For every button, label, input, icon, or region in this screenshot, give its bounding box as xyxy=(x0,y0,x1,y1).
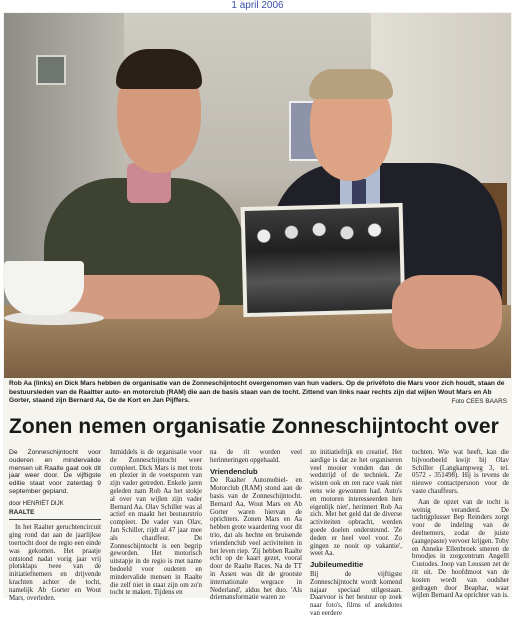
column-3 xyxy=(210,449,302,602)
column-1 xyxy=(9,449,101,602)
column-4-body: Bij de vijftigste Zonneschijntocht wordt komend najaar speciaal stilgestaan. Daarvoor is het bestuur op zoek naar foto's, films of anekdotes van eerdere xyxy=(310,570,402,617)
publication-date: 1 april 2006 xyxy=(231,0,284,11)
column-4 xyxy=(310,449,402,618)
newspaper-clipping xyxy=(3,12,512,617)
column-2 xyxy=(110,449,202,597)
photo-caption xyxy=(9,380,507,406)
man-left-hair xyxy=(116,49,202,89)
subhead-jubileumeditie: Jubileumeditie xyxy=(310,560,364,570)
article-headline: Zonen nemen organisatie Zonneschijntocht over xyxy=(9,415,499,438)
column-3-body: De Raalter Automobiel- en Motorclub (RAM) stond aan de basis van de Zonneschijntocht. Bernard Aa, Wout Mars en Ab Gorter waren hiervan de oprichters. Zonen Mars en Aa hebben grote waardering voor dit trio, dat als hechte en bruisende vriendenclub veel activiteiten in het leven riep. 'Zij hebben Raalte echt op de kaart gezet, vooral door de Raalte Races. Na de TT in Assen was dit de grootste internationale wegrace in Nederland', aldus het duo. 'Als driemansformatie waren ze xyxy=(210,477,302,602)
man-right-hair xyxy=(309,69,393,99)
photo-window xyxy=(36,55,66,85)
article-intro: De Zonneschijntocht voor ouderen en mindervalide mensen uit Raalte gaat ook dit jaar weer door. De vijftigste editie staat voor zaterdag 9 september gepland. xyxy=(9,449,101,495)
column-3-top: na de rit worden veel herinneringen opgehaald. xyxy=(210,449,302,464)
held-old-photo xyxy=(241,203,406,317)
column-2-body: Inmiddels is de organisatie voor de Zonneschijntocht weer compleet. Dick Mars is met trots en plezier in de voetsporen van zijn vader getreden. Enkele jaren geleden nam Rob Aa het stokje al over van wijlen zijn vader Bernard Aa. Olav Schiller was al actief en maakt het bestuurstrio compleet. De vader van Olav, Jan Schiller, rijdt al 47 jaar mee als chauffeur. De Zonneschijntocht is een begrip geworden. Het motorisch uitstapje in de regio is met name bedoeld voor ouderen en mindervalide mensen in Raalte die zelf niet in staat zijn om zo'n tocht te maken. Tijdens en xyxy=(110,449,202,597)
caption-text: Rob Aa (links) en Dick Mars hebben de organisatie van de Zonneschijntocht overgenomen van hun vaders. Op de privéfoto die Mars voor zich houdt, staan de bestuursleden van de Raaltter auto- en motorclub (RAM) die aan de basis staan van de tocht. Zittend van links naar rechts zijn dat wijlen Wout Mars en Ab Gorter, staand zijn Bernard Aa, Ge de Kort en Jan Pijffers. xyxy=(9,380,505,405)
article-photo xyxy=(4,13,511,378)
old-group-photo xyxy=(245,207,402,313)
byline: door HENRIËT DIJK xyxy=(9,500,64,507)
column-5-top: tochten. Wie wat heeft, kan die bijvoorbeeld kwijt bij Olav Schiller (Langkampweg 3, tel. 0572 - 351498). Hij is tevens de nieuwe contactpersoon voor de vaste chauffeurs. xyxy=(412,449,509,495)
dateline: RAALTE xyxy=(9,509,101,521)
column-4-top: zo initiatiefrijk en creatief. Het aardige is dat ze het organiseren veel mooier vonden dan de wedstrijd of de techniek. Ze wisten ook en ren race vaak niet eens wie gewonnen had. Auto's en motoren interesseerden hen eigenlijk niet', herinnert Rob Aa zich. Met het geld dat de diverse activiteiten opbracht, werden goede doelen ondersteund. 'Ze deden er heel veel voor. Zo gingen ze nooit op vakantie', weet Aa. xyxy=(310,449,402,558)
coffee-cup xyxy=(4,261,84,315)
column-1-body: In het Raalter geruchtencircuit ging rond dat aan de jaarlijkse toertocht door de regio een einde was gekomen. Het praatje ontstond nadat vorig jaar vrij plotsklaps twee van de initiatiefnemers en drijvende krachten achter de tocht, namelijk Ab Gorter en Wout Mars, overleden. xyxy=(9,524,101,602)
column-5 xyxy=(412,449,509,600)
man-right-hand xyxy=(392,275,502,349)
subhead-vriendenclub: Vriendenclub xyxy=(210,466,258,476)
column-5-body: Aan de opzet van de tocht is weinig veranderd. De tachtigplusser Bep Reinders zorgt voor de indeling van de deelnemers, zodat de juiste (aangepaste) vervoer krijgen. Toby en Anneke Ellenbroek smeren de broodjes in zorgcentrum Angelll Custodes. Joop van Leussen zet de rit uit. De hoofdmoot van de kosten wordt van oudsher gedragen door Beaphar, waar wijlen Bernard Aa oprichter van is. xyxy=(412,498,509,600)
photo-credit: Foto CEES BAARS xyxy=(448,398,507,407)
